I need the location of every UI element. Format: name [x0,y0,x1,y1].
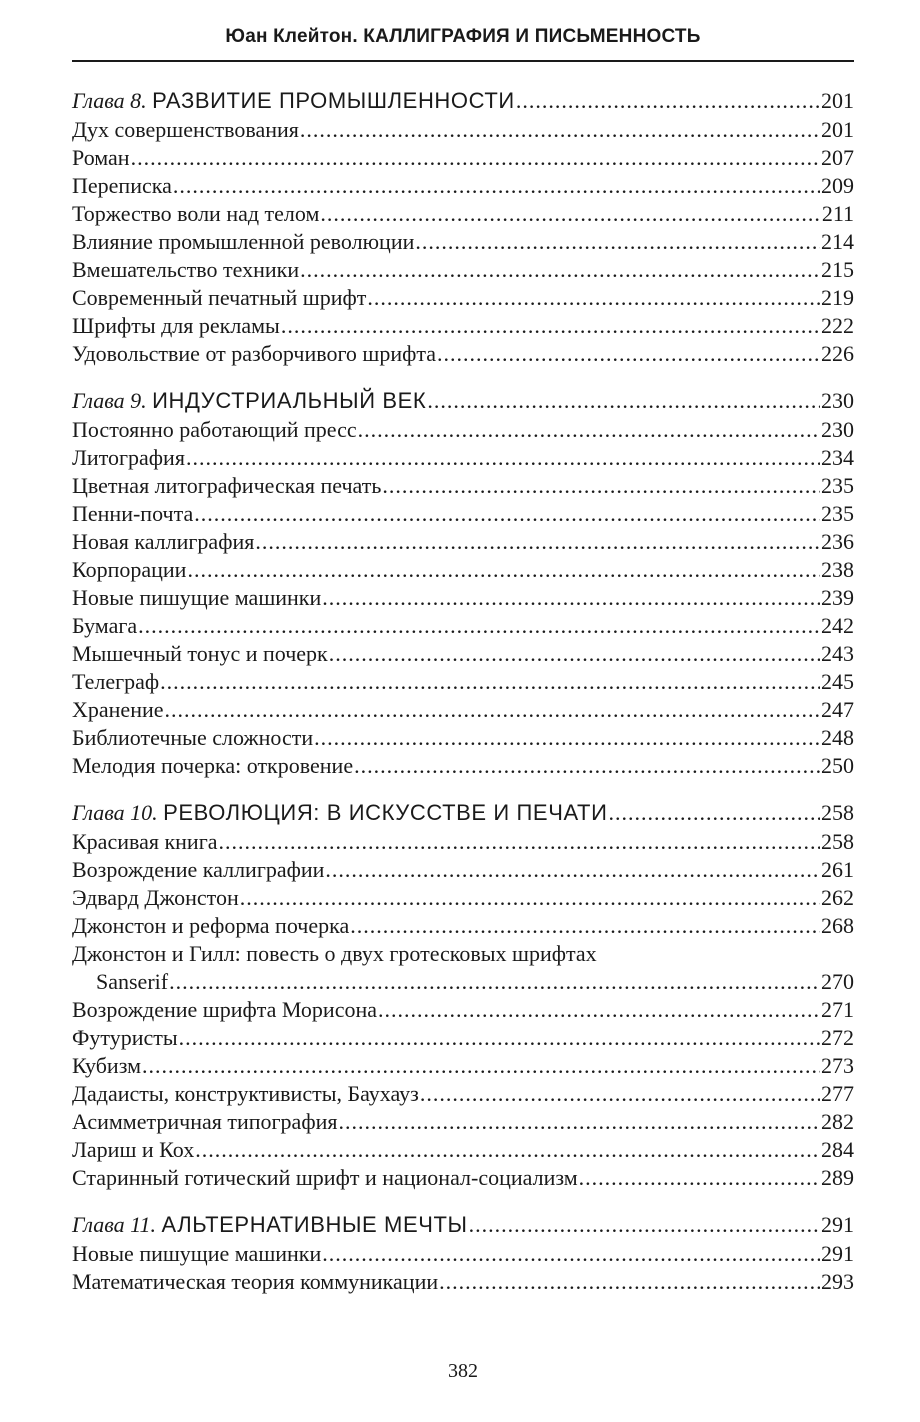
toc-entry-page-number: 291 [821,1241,854,1266]
dot-leader [240,884,820,912]
toc-entry-title: Мышечный тонус и почерк [72,641,328,666]
chapter-page-number: 258 [821,800,854,825]
toc-entry[interactable] [72,172,854,200]
toc-entry-page-number: 214 [821,229,854,254]
toc-entry-page-number: 226 [821,341,854,366]
dot-leader [165,696,820,724]
toc-entry-title: Литография [72,445,185,470]
toc-entry-page-number: 242 [821,613,854,638]
toc-entry-page-number: 238 [821,557,854,582]
toc-entry-page-number: 273 [821,1053,854,1078]
toc-entry[interactable] [72,1268,854,1296]
toc-entry-title: Дух совершенствования [72,117,299,142]
toc-entry-page-number: 271 [821,997,854,1022]
chapter-title: ИНДУСТРИАЛЬНЫЙ ВЕК [152,388,427,413]
toc-entry-title: Хранение [72,697,164,722]
chapter-label: Глава 10. [72,800,158,825]
toc-entry-page-number: 215 [821,257,854,282]
toc-entry-page-number: 230 [821,417,854,442]
toc-entry-title: Мелодия почерка: откровение [72,753,354,778]
toc-entry-page-number: 268 [821,913,854,938]
toc-entry-title: Современный печатный шрифт [72,285,367,310]
toc-entry-page-number: 247 [821,697,854,722]
dot-leader [322,584,820,612]
dot-leader [160,668,820,696]
toc-entry-title: Новые пишущие машинки [72,585,322,610]
dot-leader [378,996,820,1024]
table-of-contents [72,86,854,1314]
toc-entry[interactable] [72,752,854,780]
toc-entry-page-number: 235 [821,473,854,498]
toc-entry-page-number: 248 [821,725,854,750]
dot-leader [469,1210,820,1240]
toc-entry-page-number: 239 [821,585,854,610]
dot-leader [195,1136,820,1164]
toc-entry[interactable] [72,584,854,612]
toc-entry-page-number: 262 [821,885,854,910]
chapter-page-number: 291 [821,1212,854,1237]
chapter-heading[interactable] [72,86,854,116]
chapter-label: Глава 11. [72,1212,156,1237]
toc-entry-page-number: 258 [821,829,854,854]
toc-entry-page-number: 235 [821,501,854,526]
dot-leader [281,312,820,340]
toc-entry[interactable] [72,144,854,172]
dot-leader [329,640,820,668]
dot-leader [420,1080,820,1108]
dot-leader [439,1268,820,1296]
toc-entry[interactable] [72,696,854,724]
toc-entry[interactable] [72,556,854,584]
dot-leader [300,256,820,284]
chapter-block [72,386,854,780]
toc-entry-page-number: 236 [821,529,854,554]
toc-entry-title: Старинный готический шрифт и национал-социализм [72,1165,578,1190]
dot-leader [179,1024,820,1052]
toc-entry-title: Кубизм [72,1053,141,1078]
toc-entry[interactable] [72,1052,854,1080]
toc-entry-title: Цветная литографическая печать [72,473,382,498]
toc-entry-title: Новые пишущие машинки [72,1241,322,1266]
chapter-label: Глава 8. [72,88,147,113]
chapter-block [72,1210,854,1296]
chapter-block [72,798,854,1192]
dot-leader [187,556,820,584]
dot-leader [300,116,820,144]
dot-leader [322,1240,820,1268]
toc-entry-title[interactable]: Джонстон и Гилл: повесть о двух гротесковых шрифтах [72,941,597,966]
dot-leader [320,200,820,228]
toc-entry-page-number: 234 [821,445,854,470]
toc-entry-page-number: 293 [821,1269,854,1294]
toc-entry[interactable] [72,968,854,996]
dot-leader [325,856,820,884]
toc-entry-title: Асимметричная типография [72,1109,338,1134]
toc-entry[interactable] [72,1240,854,1268]
toc-entry-page-number: 250 [821,753,854,778]
toc-entry-title: Пенни-почта [72,501,194,526]
toc-entry-page-number: 222 [821,313,854,338]
toc-entry[interactable] [72,256,854,284]
toc-entry-title: Переписка [72,173,172,198]
toc-entry-title: Джонстон и реформа почерка [72,913,350,938]
toc-entry[interactable] [72,884,854,912]
toc-entry-title: Торжество воли над телом [72,201,320,226]
dot-leader [415,228,820,256]
toc-entry-title: Вмешательство техники [72,257,300,282]
chapter-title: АЛЬТЕРНАТИВНЫЕ МЕЧТЫ [161,1212,468,1237]
chapter-title: РЕВОЛЮЦИЯ: В ИСКУССТВЕ И ПЕЧАТИ [163,800,608,825]
chapter-page-number: 230 [821,388,854,413]
dot-leader [437,340,820,368]
toc-entry-page-number: 207 [821,145,854,170]
toc-entry[interactable] [72,724,854,752]
toc-entry[interactable] [72,528,854,556]
dot-leader [350,912,820,940]
dot-leader [169,968,820,996]
toc-entry[interactable] [72,472,854,500]
toc-entry-page-number: 277 [821,1081,854,1106]
dot-leader [579,1164,820,1192]
toc-entry-page-number: 209 [821,173,854,198]
dot-leader [194,500,820,528]
dot-leader [255,528,820,556]
toc-entry[interactable] [72,228,854,256]
toc-entry-title: Возрождение каллиграфии [72,857,325,882]
page-number: 382 [448,1360,478,1382]
toc-entry[interactable] [72,996,854,1024]
toc-entry-page-number: 270 [821,969,854,994]
toc-entry[interactable] [72,340,854,368]
toc-entry-page-number: 211 [821,201,854,226]
toc-entry-title: Влияние промышленной революции [72,229,415,254]
toc-entry-title: Роман [72,145,130,170]
toc-entry[interactable] [72,668,854,696]
dot-leader [338,1108,820,1136]
toc-entry[interactable] [72,1024,854,1052]
toc-entry-continuation: Sanserif [96,969,169,994]
toc-entry-title: Шрифты для рекламы [72,313,280,338]
running-head: Юан Клейтон. КАЛЛИГРАФИЯ И ПИСЬМЕННОСТЬ [225,26,701,47]
dot-leader [131,144,820,172]
toc-entry-title: Красивая книга [72,829,218,854]
header-rule [72,60,854,62]
dot-leader [142,1052,820,1080]
dot-leader [186,444,820,472]
toc-entry[interactable] [72,612,854,640]
chapter-heading[interactable] [72,386,854,416]
toc-entry-page-number: 289 [821,1165,854,1190]
toc-entry-page-number: 245 [821,669,854,694]
toc-entry-title: Эдвард Джонстон [72,885,239,910]
toc-entry-title: Постоянно работающий пресс [72,417,357,442]
toc-entry-title: Корпорации [72,557,187,582]
toc-entry-title: Дадаисты, конструктивисты, Баухауз [72,1081,419,1106]
toc-entry-page-number: 219 [821,285,854,310]
chapter-page-number: 201 [821,88,854,113]
chapter-title: РАЗВИТИЕ ПРОМЫШЛЕННОСТИ [152,88,515,113]
toc-entry[interactable] [72,284,854,312]
toc-entry-title: Бумага [72,613,138,638]
toc-entry[interactable] [72,1164,854,1192]
toc-entry-page-number: 272 [821,1025,854,1050]
toc-entry[interactable] [72,1108,854,1136]
toc-entry-title: Новая каллиграфия [72,529,255,554]
toc-entry[interactable] [72,1080,854,1108]
toc-entry-title: Лариш и Кох [72,1137,195,1162]
toc-entry[interactable] [72,828,854,856]
chapter-heading[interactable] [72,798,854,828]
dot-leader [427,386,820,416]
toc-entry-title: Возрождение шрифта Морисона [72,997,377,1022]
toc-entry[interactable] [72,444,854,472]
dot-leader [354,752,820,780]
chapter-heading[interactable] [72,1210,854,1240]
toc-entry[interactable] [72,856,854,884]
toc-entry-title: Телеграф [72,669,160,694]
toc-entry-page-number: 282 [821,1109,854,1134]
toc-entry[interactable] [72,640,854,668]
dot-leader [314,724,820,752]
dot-leader [173,172,820,200]
toc-entry-page-number: 201 [821,117,854,142]
toc-entry-page-number: 284 [821,1137,854,1162]
toc-entry[interactable] [72,912,854,940]
toc-entry[interactable] [72,416,854,444]
dot-leader [608,798,820,828]
toc-entry-title: Математическая теория коммуникации [72,1269,439,1294]
toc-entry-page-number: 261 [821,857,854,882]
dot-leader [218,828,820,856]
dot-leader [382,472,820,500]
chapter-label: Глава 9. [72,388,147,413]
dot-leader [358,416,820,444]
toc-entry-title: Футуристы [72,1025,178,1050]
dot-leader [516,86,820,116]
book-page [72,0,854,1422]
toc-entry-title: Удовольствие от разборчивого шрифта [72,341,437,366]
toc-entry[interactable] [72,1136,854,1164]
toc-entry[interactable] [72,116,854,144]
toc-entry[interactable] [72,500,854,528]
chapter-block [72,86,854,368]
toc-entry-page-number: 243 [821,641,854,666]
toc-entry-title: Библиотечные сложности [72,725,314,750]
dot-leader [138,612,820,640]
toc-entry[interactable] [72,200,854,228]
toc-entry[interactable] [72,312,854,340]
dot-leader [367,284,820,312]
